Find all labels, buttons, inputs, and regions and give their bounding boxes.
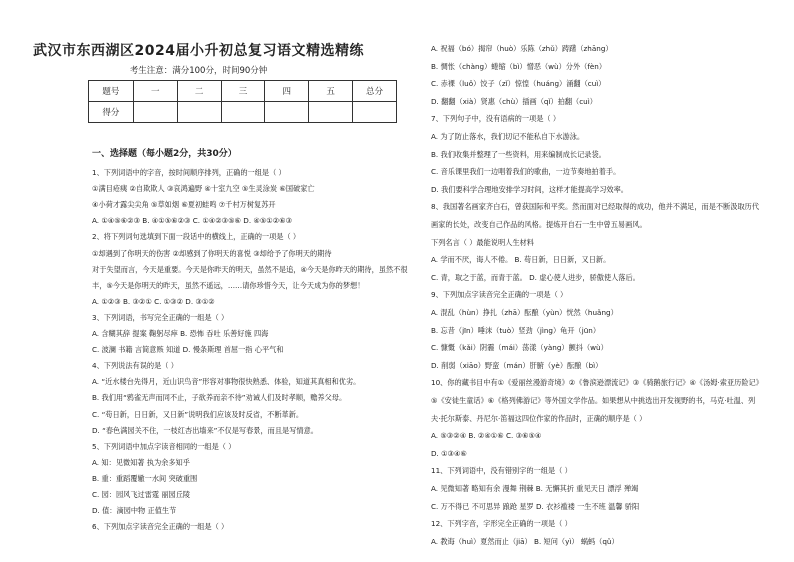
question-line: D. 削弱（xiāo）野蛮（mán）肝腑（yè）酝酿（bì） [431, 360, 603, 370]
question-line: 1、下列词语中的字音，按时间顺序排列，正确的一组是（ ） [92, 168, 286, 177]
score-header-cell: 三 [221, 81, 265, 102]
question-line: A. ①④⑤⑥②③ B. ④①⑤⑥②③ C. ①④②③⑤⑥ D. ④⑤①②⑥③ [92, 216, 293, 226]
question-line: C. 青，取之于蓝，而青于蓝。 D. 虚心使人进步，骄傲使人落后。 [431, 272, 640, 282]
question-line: C. 赤裸（luǒ）饺子（zǐ）惊惶（huáng）涌翻（cuì） [431, 79, 606, 89]
section-heading: 一、选择题（每小题2分，共30分） [92, 149, 237, 159]
question-line: 8、我国著名画家齐白石，曾获国际和平奖。然而面对已经取得的成功，他并不满足，而是不断汲取历代 [431, 202, 760, 212]
question-line: 2、将下列词句选填到下面一段话中的横线上，正确的一项是（ ） [92, 232, 301, 242]
question-line: A. 知：见微知著 执为余多知乎 [92, 457, 190, 467]
score-header-cell: 一 [133, 81, 177, 102]
question-line: 丰，⑤今天是你明天的昨天，虽然不遥远，……请你珍惜今天，让今天成为你的梦想！ [92, 280, 365, 290]
score-header-cell: 二 [177, 81, 221, 102]
question-line: C. 波澜 书籍 言简意赅 知道 D. 慢条斯理 首屈一指 心平气和 [92, 345, 284, 355]
score-header-cell: 题号 [89, 81, 134, 102]
question-line: 画家的长处，改变自己作品的风格。提炼开自石一生中曾五易画风。 [431, 220, 647, 229]
question-line: B. 忘昔（jīn）唾沫（tuò）竖劲（jìng）龟开（jūn） [431, 325, 601, 335]
question-line: A. 混乱（hùn）挣扎（zhā）酝酿（yùn）恍然（huǎng） [431, 308, 618, 317]
question-line: 夫·托尔斯泰、丹尼尔·笛福这四位作家的作品时，正确的顺序是（ ） [431, 413, 647, 423]
score-table-header-row [89, 81, 397, 102]
question-line: A. ⑤③②④ B. ②④①⑥ C. ③⑥⑤④ [431, 431, 542, 441]
score-header-cell: 五 [309, 81, 353, 102]
question-line: 4、下列说法有误的是（ ） [92, 361, 178, 371]
question-line: C. 园：园风飞过雷霆 丽园丘陵 [92, 490, 191, 499]
question-line: C. “苟日新，日日新，又日新”说明我们应该及时反省，不断革新。 [92, 409, 304, 419]
question-line: A. 为了防止落水，我们切记不能私自下水游泳。 [431, 132, 585, 141]
question-line: 3、下列词语，书写完全正确的一组是（ ） [92, 312, 229, 322]
question-line: ④小荷才露尖尖角 ⑤草如烟 ⑥夏初蛙鸣 ⑦千村万树复苏开 [92, 200, 276, 210]
question-line: B. 我们用“鸦雀无声而同不止，子欲养而亲不待”劝诫人们及时孝顺，赡养父母。 [92, 393, 347, 403]
question-line: ①满目疮痍 ②自欺欺人 ③哀鸿遍野 ④十室九空 ⑤生灵涂炭 ⑥国破家亡 [92, 184, 315, 194]
question-line: 5、下列词语中加点字读音相同的一组是（ ） [92, 441, 236, 451]
question-line: C. 万不得已 不可思异 踉跄 星罗 D. 衣衫褴褛 一生不班 温馨 骄阳 [431, 501, 640, 511]
question-line: B. 我们收集并整理了一些资料，用来编制成长记录袋。 [431, 149, 606, 159]
question-line: ①却遇到了你明天的伤害 ②却感到了你明天的喜悦 ③却给予了你明天的期待 [92, 248, 332, 258]
score-cell [265, 102, 309, 123]
score-cell [177, 102, 221, 123]
question-line: 11、下列词语中，没有错别字的一组是（ ） [431, 466, 572, 476]
question-line: ⑤《安徒生童话》⑥《格列佛游记》等外国文学作品。如果想从中挑选出开发视野的书，马克·吐温、列 [431, 396, 756, 405]
question-line: A. 祝福（bó）揭帘（huò）乐陈（zhǔ）踌躇（zhāng） [431, 44, 613, 53]
score-table-score-row [89, 102, 397, 123]
question-line: A. “近水楼台先得月，近山识鸟音”形容对事物很快熟悉、体验，知道其真相和优劣。 [92, 377, 361, 387]
score-row-label: 得分 [89, 102, 134, 123]
question-line: A. 学而不厌，诲人不倦。 B. 苟日新，日日新，又日新。 [431, 255, 611, 265]
question-line: D. 翻翻（xià）贤惠（chù）插画（qǐ）拍翻（cuì） [431, 96, 597, 106]
score-cell [309, 102, 353, 123]
question-line: 9、下列加点字读音完全正确的一项是（ ） [431, 290, 568, 300]
score-header-cell: 总分 [353, 81, 397, 102]
question-line: 下列名言（ ）最能说明人生材料 [431, 237, 534, 247]
question-line: A. 教诲（huì）夏然而止（jiā） B. 短问（yì） 蜗蚂（qǔ） [431, 536, 619, 546]
score-cell [221, 102, 265, 123]
question-line: 12、下列字音，字形完全正确的一项是（ ） [431, 519, 572, 529]
score-cell [133, 102, 177, 123]
question-line: C. 慷慨（kǎi）阴霾（mái）荡漾（yàng）颤抖（wù） [431, 343, 608, 353]
exam-notice: 考生注意：满分100分，时间90分钟 [129, 66, 268, 76]
question-line: D. 我们要科学合理地安排学习时间，这样才能提高学习效率。 [431, 184, 628, 194]
question-line: C. 音乐课里我们一边唱着我们的歌曲，一边节奏地拍着手。 [431, 167, 621, 177]
question-line: D. “春色满园关不住，一枝红杏出墙来”不仅是写春景，而且是写情意。 [92, 425, 318, 435]
question-line: 6、下列加点字读音完全正确的一组是（ ） [92, 522, 229, 532]
score-cell [353, 102, 397, 123]
question-line: A. 见微知著 略知有余 漫舞 荆棘 B. 无懈其折 重见天日 漂浮 殚竭 [431, 484, 639, 493]
question-line: A. ①②③ B. ③②① C. ①③② D. ③①② [92, 296, 215, 306]
score-table [88, 80, 397, 123]
question-line: D. 值：滴园中物 正值生节 [92, 506, 177, 516]
question-line: B. 惆怅（chàng）蜷缩（bì）憎恶（wù）分外（fèn） [431, 61, 607, 71]
question-line: A. 含糊其辞 提案 鞠躬尽瘁 B. 恐怖 吞吐 乐善好施 四海 [92, 329, 269, 338]
question-line: B. 重：重蹈覆辙一水间 突破重围 [92, 473, 198, 483]
question-line: 10、你的藏书目中有①《爱丽丝漫游奇境》②《鲁滨逊漂流记》③《骑鹅旅行记》④《汤姆·索亚历险记》 [431, 378, 763, 388]
score-header-cell: 四 [265, 81, 309, 102]
question-line: 对于失望而言，今天是重要。今天是你昨天的明天，虽然不是追，④今天是你昨天的期待，虽然不很 [92, 264, 408, 274]
exam-title: 武汉市东西湖区2024届小升初总复习语文精选精练 [33, 43, 364, 59]
question-line: D. ①③④⑥ [431, 448, 467, 458]
question-line: 7、下列句子中，没有语病的一项是（ ） [431, 114, 561, 124]
